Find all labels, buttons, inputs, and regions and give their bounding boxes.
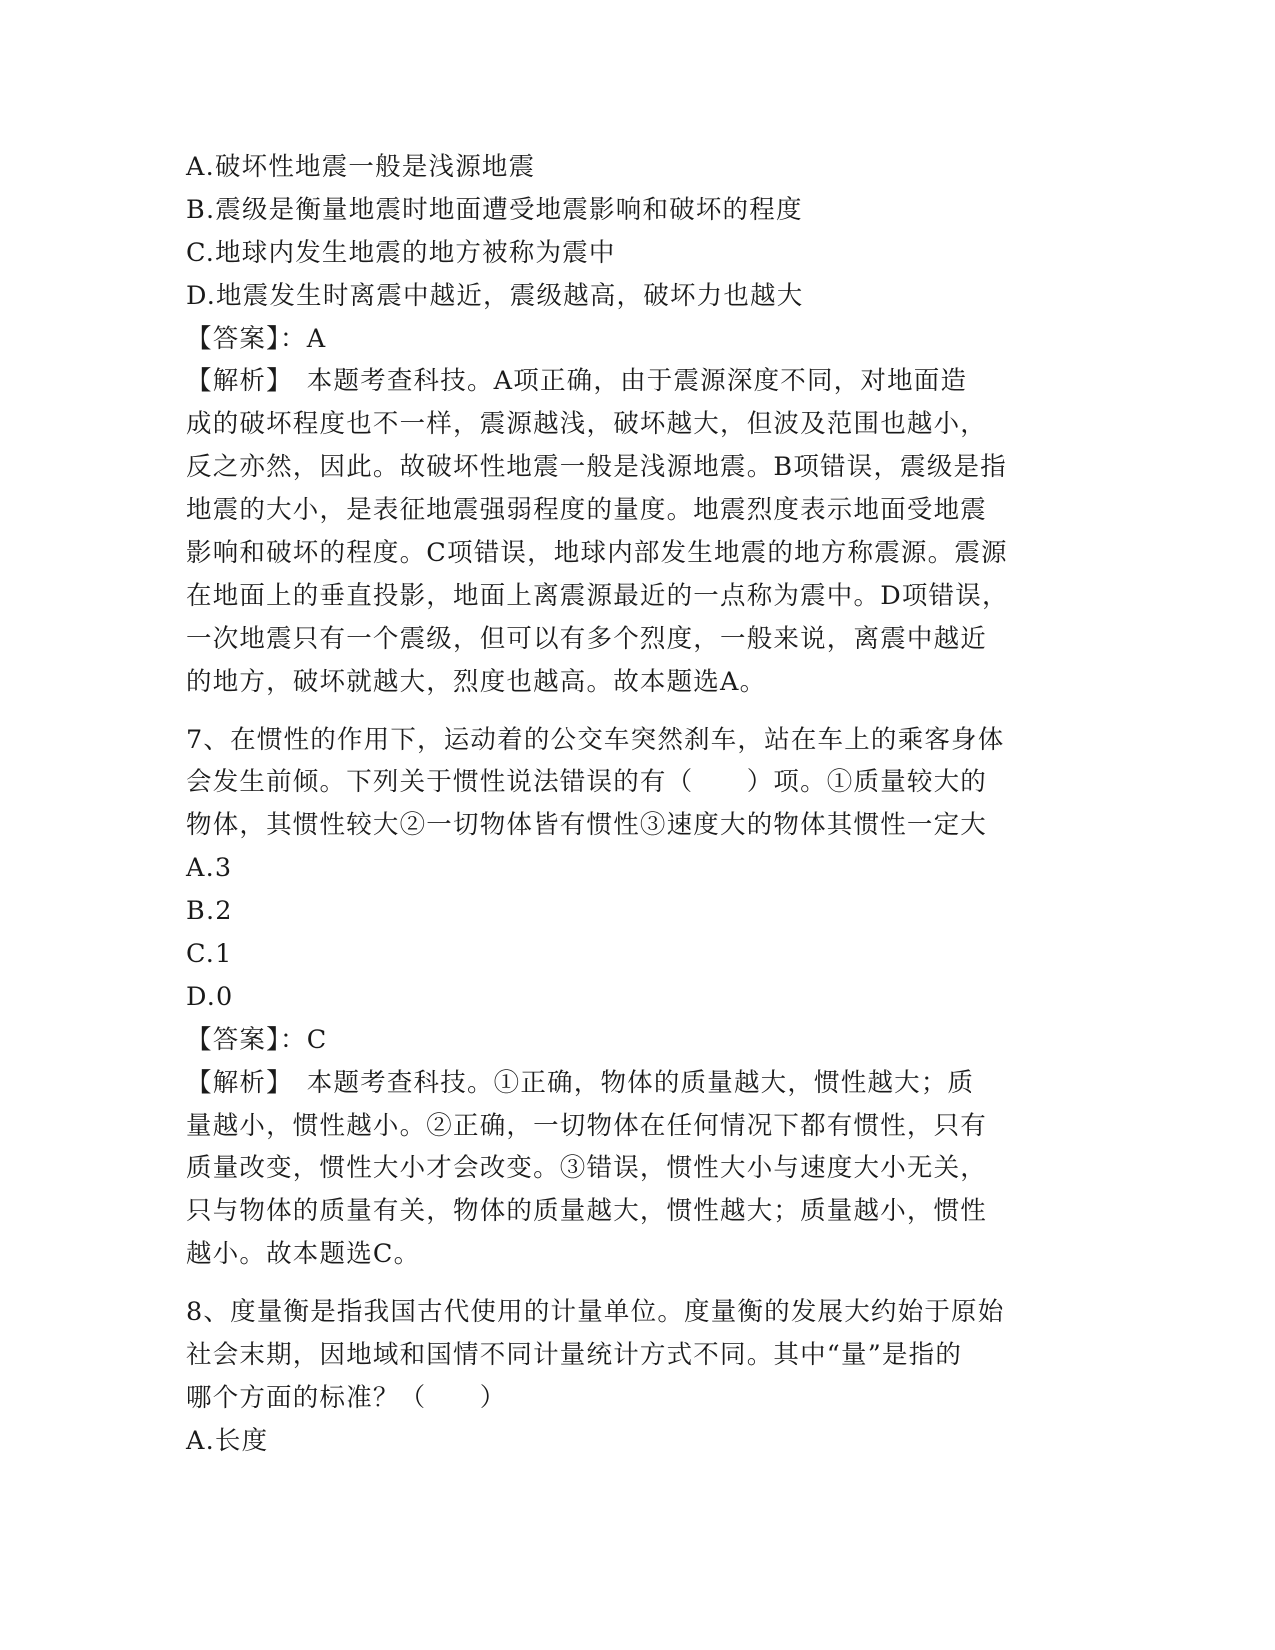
q6-answer: 【答案】：A	[186, 323, 327, 354]
q6-analysis-line-8: 的地方，破坏就越大，烈度也越高。故本题选A。	[186, 666, 767, 697]
q7-option-d: D.0	[186, 981, 234, 1012]
question-6-block	[186, 146, 1066, 704]
q7-option-b: B.2	[186, 896, 233, 927]
q6-option-d: D.地震发生时离震中越近，震级越高，破坏力也越大	[186, 280, 804, 311]
question-8-block	[186, 1291, 1066, 1463]
q7-analysis-line-5: 越小。故本题选C。	[186, 1239, 421, 1270]
q6-option-a: A.破坏性地震一般是浅源地震	[186, 152, 536, 182]
q7-stem-line-1: 7、在惯性的作用下，运动着的公交车突然刹车，站在车上的乘客身体	[186, 724, 1005, 755]
q6-analysis-line-2: 成的破坏程度也不一样，震源越浅，破坏越大，但波及范围也越小，	[186, 409, 988, 440]
q7-analysis-line-1: 【解析】 本题考查科技。①正确，物体的质量越大，惯性越大；质	[186, 1067, 975, 1098]
q7-analysis-line-4: 只与物体的质量有关，物体的质量越大，惯性越大；质量越小，惯性	[186, 1196, 988, 1227]
q7-answer: 【答案】：C	[186, 1024, 328, 1055]
q6-analysis-line-1: 【解析】 本题考查科技。A项正确，由于震源深度不同，对地面造	[186, 366, 968, 397]
q8-option-a: A.长度	[186, 1425, 269, 1456]
q8-stem-line-2: 社会末期，因地域和国情不同计量统计方式不同。其中“量”是指的	[186, 1340, 963, 1371]
q7-stem-line-2: 会发生前倾。下列关于惯性说法错误的有（ ）项。①质量较大的	[186, 767, 988, 798]
question-spacer	[186, 704, 1066, 719]
q7-analysis-line-2: 量越小，惯性越小。②正确，一切物体在任何情况下都有惯性，只有	[186, 1110, 988, 1141]
q6-analysis-line-3: 反之亦然，因此。故破坏性地震一般是浅源地震。B项错误，震级是指	[186, 452, 1007, 483]
q7-stem-line-3: 物体，其惯性较大②一切物体皆有惯性③速度大的物体其惯性一定大	[186, 810, 988, 841]
q8-stem-line-3: 哪个方面的标准？（ ）	[186, 1382, 507, 1413]
q6-analysis-line-4: 地震的大小，是表征地震强弱程度的量度。地震烈度表示地面受地震	[186, 495, 988, 526]
q7-option-a: A.3	[186, 853, 233, 884]
q7-analysis-line-3: 质量改变，惯性大小才会改变。③错误，惯性大小与速度大小无关，	[186, 1153, 988, 1184]
q6-analysis-line-5: 影响和破坏的程度。C项错误，地球内部发生地震的地方称震源。震源	[186, 538, 1008, 569]
question-content	[186, 146, 1066, 1463]
q7-option-c: C.1	[186, 939, 233, 970]
q6-option-c: C.地球内发生地震的地方被称为震中	[186, 237, 616, 268]
question-7-block	[186, 719, 1066, 1277]
q6-analysis-line-6: 在地面上的垂直投影，地面上离震源最近的一点称为震中。D项错误，	[186, 580, 1009, 611]
q6-analysis-line-7: 一次地震只有一个震级，但可以有多个烈度，一般来说，离震中越近	[186, 623, 988, 654]
q6-option-b: B.震级是衡量地震时地面遭受地震影响和破坏的程度	[186, 194, 803, 225]
question-spacer	[186, 1276, 1066, 1291]
q8-stem-line-1: 8、度量衡是指我国古代使用的计量单位。度量衡的发展大约始于原始	[186, 1297, 1005, 1328]
